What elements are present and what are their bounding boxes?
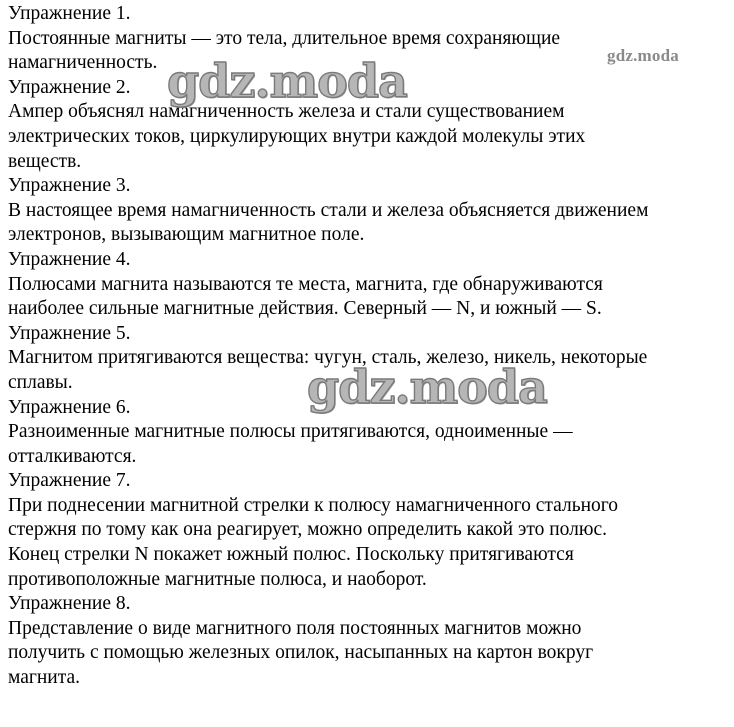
exercise-heading: Упражнение 4. (8, 248, 131, 270)
answer-line: В настоящее время намагниченность стали и железа объясняется движением (8, 199, 649, 221)
answer-line: стержня по тому как она реагирует, можно определить какой это полюс. (8, 519, 607, 541)
exercise-heading: Упражнение 5. (8, 322, 131, 344)
answer-line: Постоянные магниты — это тела, длительное время сохраняющие (8, 27, 561, 49)
answer-line: получить с помощью железных опилок, насыпанных на картон вокруг (8, 642, 594, 664)
answer-line: Представление о виде магнитного поля постоянных магнитов можно (8, 617, 582, 639)
answer-line: электронов, вызывающим магнитное поле. (8, 224, 365, 246)
watermark-middle: gdz.moda (307, 360, 547, 414)
answer-line: При поднесении магнитной стрелки к полюсу намагниченного стального (8, 494, 619, 516)
answer-line: электрических токов, циркулирующих внутри каждой молекулы этих (8, 125, 586, 147)
answer-line: магнита. (8, 667, 81, 689)
answer-line: Конец стрелки N покажет южный полюс. Поскольку притягиваются (8, 544, 574, 566)
answer-line: Магнитом притягиваются вещества: чугун, сталь, железо, никель, некоторые (8, 347, 648, 369)
watermark-corner: gdz.moda (607, 46, 679, 65)
exercise-heading: Упражнение 7. (8, 470, 131, 492)
answer-line: противоположные магнитные полюса, и наоборот. (8, 568, 427, 590)
exercise-heading: Упражнение 8. (8, 593, 131, 615)
exercise-heading: Упражнение 1. (8, 3, 131, 24)
answer-line: отталкиваются. (8, 445, 137, 467)
watermark-top: gdz.moda (167, 54, 407, 108)
answer-line: сплавы. (8, 371, 73, 393)
exercise-heading: Упражнение 2. (8, 76, 131, 98)
exercise-heading: Упражнение 3. (8, 175, 131, 197)
exercise-heading: Упражнение 6. (8, 396, 131, 418)
answer-line: Разноименные магнитные полюсы притягиваются, одноименные — (8, 421, 573, 443)
answer-line: наиболее сильные магнитные действия. Северный — N, и южный — S. (8, 298, 602, 320)
answer-line: веществ. (8, 150, 82, 172)
answer-line: Полюсами магнита называются те места, магнита, где обнаруживаются (8, 273, 603, 295)
answer-line: Ампер объяснял намагниченность железа и стали существованием (8, 101, 565, 123)
answer-line: намагниченность. (8, 52, 158, 74)
